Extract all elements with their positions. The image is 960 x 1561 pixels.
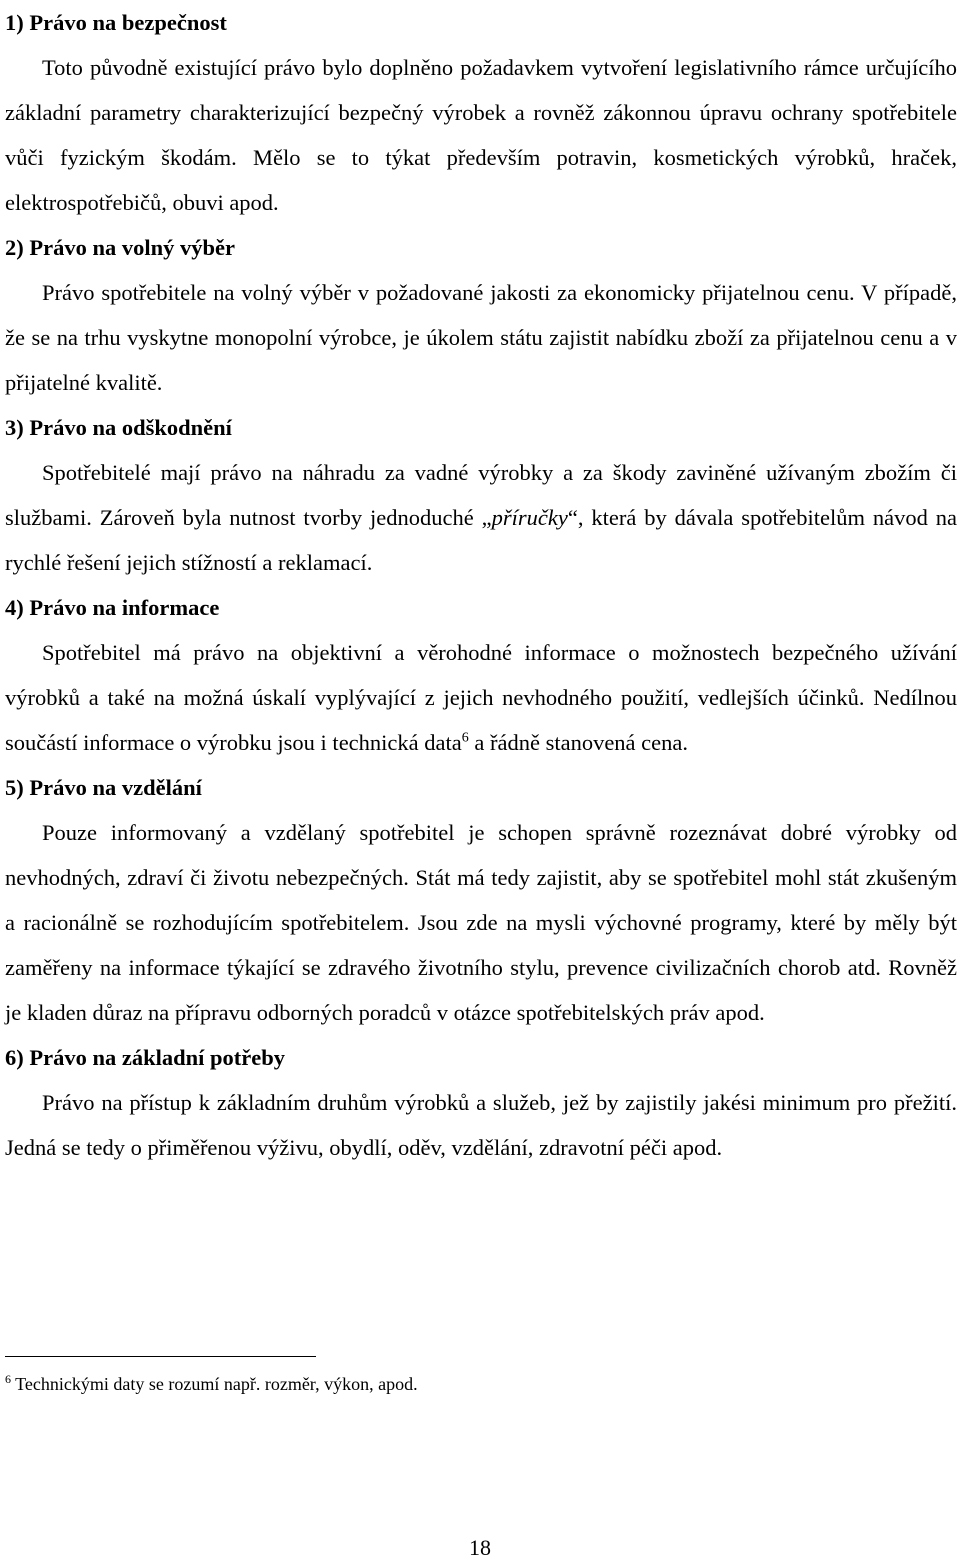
paragraph-text: Spotřebitel má právo na objektivní a věrohodné informace o možnostech bezpečného užívání výrobků a také na možná úskalí vyplývající z jejich nevhodného použití, vedlejších účinků. Nedílnou součástí informace o výrobku jsou i technická data bbox=[5, 640, 957, 755]
section-heading: 3) Právo na odškodnění bbox=[5, 415, 232, 440]
section-heading: 6) Právo na základní potřeby bbox=[5, 1045, 286, 1070]
footnote-text: Technickými daty se rozumí např. rozměr, výkon, apod. bbox=[11, 1374, 418, 1394]
paragraph-text: a řádně stanovená cena. bbox=[468, 730, 689, 755]
section-pravo-na-zakladni-potreby bbox=[5, 1035, 957, 1170]
section-heading: 1) Právo na bezpečnost bbox=[5, 10, 227, 35]
section-paragraph: Právo spotřebitele na volný výběr v požadované jakosti za ekonomicky přijatelnou cenu. V případě, že se na trhu vyskytne monopolní výrobce, je úkolem státu zajistit nabídku zboží za přijatelnou cenu a v přijatelné kvalitě. bbox=[5, 280, 957, 395]
section-paragraph: Právo na přístup k základním druhům výrobků a služeb, jež by zajistily jakési minimum pro přežití. Jedná se tedy o přiměřenou výživu, obydlí, oděv, vzdělání, zdravotní péči apod. bbox=[5, 1090, 957, 1160]
footnote-mark: 6 bbox=[5, 1372, 11, 1386]
paragraph-text: Spotřebitelé mají právo na náhradu za vadné výrobky a za škody zaviněné užívaným zbožím či službami. Zároveň byla nutnost tvorby jednoduché „ bbox=[5, 460, 957, 530]
section-pravo-na-volny-vyber bbox=[5, 225, 957, 405]
section-pravo-na-informace bbox=[5, 585, 957, 765]
section-paragraph: Toto původně existující právo bylo doplněno požadavkem vytvoření legislativního rámce určujícího základní parametry charakterizující bezpečný výrobek a rovněž zákonnou úpravu ochrany spotřebitele vůči fyzickým škodám. Mělo se to týkat především potravin, kosmetických výrobků, hraček, elektrospotřebičů, obuvi apod. bbox=[5, 55, 957, 215]
section-pravo-na-bezpecnost bbox=[5, 0, 957, 225]
section-pravo-na-vzdelani bbox=[5, 765, 957, 1035]
footnote-reference[interactable]: 6 bbox=[461, 730, 469, 746]
footnote-divider bbox=[5, 1356, 316, 1357]
page-number: 18 bbox=[469, 1535, 491, 1560]
section-heading: 2) Právo na volný výběr bbox=[5, 235, 235, 260]
section-pravo-na-odskodneni bbox=[5, 405, 957, 585]
section-paragraph bbox=[5, 450, 957, 585]
section-heading: 4) Právo na informace bbox=[5, 595, 220, 620]
footnote bbox=[5, 1372, 418, 1396]
document-body bbox=[5, 0, 957, 1170]
section-heading: 5) Právo na vzdělání bbox=[5, 775, 202, 800]
italic-term: příručky bbox=[491, 505, 568, 530]
paragraph-text: “, která by dávala spotřebitelům návod na rychlé řešení jejich stížností a reklamací. bbox=[5, 505, 957, 575]
section-paragraph bbox=[5, 630, 957, 765]
section-paragraph: Pouze informovaný a vzdělaný spotřebitel je schopen správně rozeznávat dobré výrobky od nevhodných, zdraví či životu nebezpečných. Stát má tedy zajistit, aby se spotřebitel mohl stát zkušeným a racionálně se rozhodujícím spotřebitelem. Jsou zde na mysli výchovné programy, které by měly být zaměřeny na informace týkající se zdravého životního stylu, prevence civilizačních chorob atd. Rovněž je kladen důraz na přípravu odborných poradců v otázce spotřebitelských práv apod. bbox=[5, 820, 957, 1025]
